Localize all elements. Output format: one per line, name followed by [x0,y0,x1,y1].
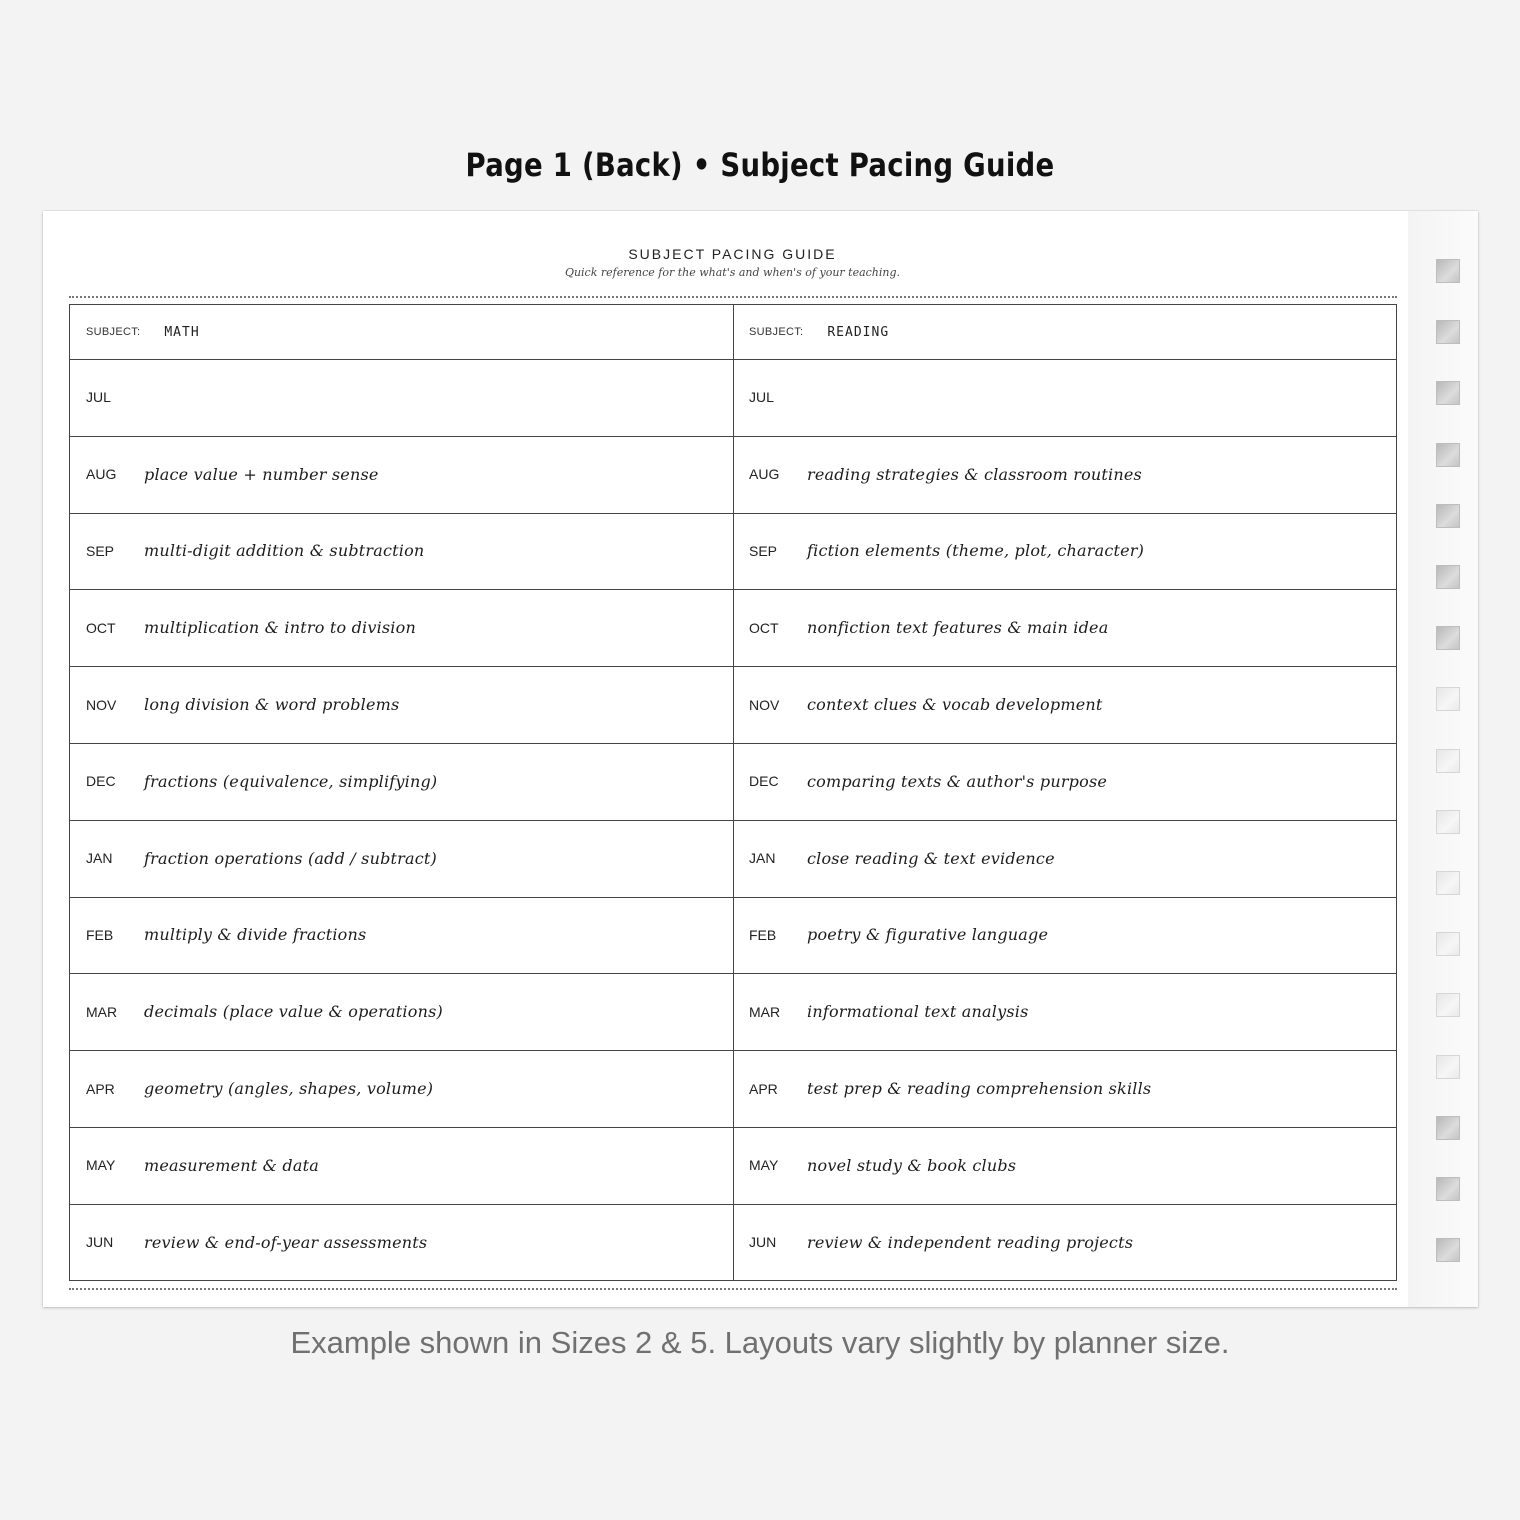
handwritten-entry[interactable]: fraction operations (add / subtract) [144,848,437,868]
month-row [86,743,716,820]
planner-page [43,211,1478,1307]
month-label: NOV [749,696,780,713]
month-row [86,1050,716,1127]
month-label: DEC [749,773,779,790]
month-row [86,897,716,974]
punch-hole [1436,1116,1460,1140]
month-label: OCT [749,619,779,636]
punch-hole [1436,443,1460,467]
month-row [749,513,1379,590]
month-row [749,436,1379,513]
month-row [749,359,1379,436]
month-label: JUL [749,389,774,406]
subject-value-reading[interactable]: READING [827,324,890,340]
handwritten-entry[interactable]: close reading & text evidence [807,848,1055,868]
punch-hole [1436,687,1460,711]
month-row [749,743,1379,820]
handwritten-entry[interactable]: multi-digit addition & subtraction [144,541,425,561]
month-label: MAR [86,1003,118,1020]
month-row [86,1204,716,1281]
caption: Example shown in Sizes 2 & 5. Layouts vary slightly by planner size. [290,1325,1230,1360]
month-label: JUN [86,1234,114,1251]
month-row [749,666,1379,743]
month-row [86,973,716,1050]
month-label: MAY [86,1157,116,1174]
month-row [86,436,716,513]
month-row [749,589,1379,666]
handwritten-entry[interactable]: comparing texts & author's purpose [807,771,1108,791]
punch-hole [1436,565,1460,589]
subject-header-math [86,305,716,359]
handwritten-entry[interactable]: informational text analysis [807,1002,1029,1022]
month-label: JUN [749,1234,777,1251]
bottom-dotted-divider [69,1288,1397,1290]
document-subtitle: Quick reference for the what's and when's of your teaching. [564,266,901,279]
handwritten-entry[interactable]: reading strategies & classroom routines [807,464,1142,484]
handwritten-entry[interactable]: novel study & book clubs [807,1155,1017,1175]
punch-hole [1436,810,1460,834]
column-divider [733,305,734,1280]
month-label: NOV [86,696,117,713]
month-row [86,513,716,590]
month-label: JAN [749,850,776,867]
month-label: SEP [749,542,778,559]
handwritten-entry[interactable]: fiction elements (theme, plot, character) [807,541,1145,561]
handwritten-entry[interactable]: context clues & vocab development [807,695,1103,715]
punch-hole [1436,504,1460,528]
month-row [86,666,716,743]
punch-hole [1436,749,1460,773]
handwritten-entry[interactable]: decimals (place value & operations) [144,1002,443,1022]
subject-label: SUBJECT: [86,326,141,338]
month-label: APR [86,1080,115,1097]
month-row [749,897,1379,974]
subject-header-reading [749,305,1379,359]
month-label: JUL [86,389,111,406]
month-row [86,359,716,436]
month-row [749,1127,1379,1204]
document-title: SUBJECT PACING GUIDE [628,246,837,262]
punch-hole [1436,993,1460,1017]
month-label: DEC [86,773,116,790]
month-row [749,973,1379,1050]
month-label: AUG [749,466,780,483]
month-row [749,1050,1379,1127]
punch-hole [1436,320,1460,344]
month-label: MAR [749,1003,781,1020]
handwritten-entry[interactable]: long division & word problems [144,695,400,715]
pacing-grid [69,304,1397,1281]
handwritten-entry[interactable]: fractions (equivalence, simplifying) [144,771,438,791]
punch-hole [1436,1177,1460,1201]
subject-value-math[interactable]: MATH [164,324,200,340]
punch-hole [1436,871,1460,895]
handwritten-entry[interactable]: review & end-of-year assessments [144,1232,428,1252]
month-row [86,1127,716,1204]
handwritten-entry[interactable]: multiply & divide fractions [144,925,367,945]
handwritten-entry[interactable]: nonfiction text features & main idea [807,618,1109,638]
punch-hole [1436,259,1460,283]
month-label: FEB [749,926,777,943]
handwritten-entry[interactable]: poetry & figurative language [807,925,1049,945]
handwritten-entry[interactable]: review & independent reading projects [807,1232,1134,1252]
subject-label: SUBJECT: [749,326,804,338]
month-row [749,1204,1379,1281]
month-row [749,820,1379,897]
punch-hole [1436,626,1460,650]
month-label: OCT [86,619,116,636]
handwritten-entry[interactable]: place value + number sense [144,464,379,484]
month-label: APR [749,1080,778,1097]
handwritten-entry[interactable]: test prep & reading comprehension skills [807,1079,1152,1099]
punch-hole [1436,932,1460,956]
punch-hole [1436,1055,1460,1079]
month-label: MAY [749,1157,779,1174]
handwritten-entry[interactable]: geometry (angles, shapes, volume) [144,1079,434,1099]
handwritten-entry[interactable]: multiplication & intro to division [144,618,416,638]
month-label: AUG [86,466,117,483]
punch-hole [1436,1238,1460,1262]
top-dotted-divider [69,296,1397,298]
month-label: JAN [86,850,113,867]
punch-hole [1436,381,1460,405]
page-heading: Page 1 (Back) • Subject Pacing Guide [465,146,1055,184]
month-row [86,820,716,897]
month-row [86,589,716,666]
month-label: SEP [86,542,115,559]
month-label: FEB [86,926,114,943]
handwritten-entry[interactable]: measurement & data [144,1155,319,1175]
